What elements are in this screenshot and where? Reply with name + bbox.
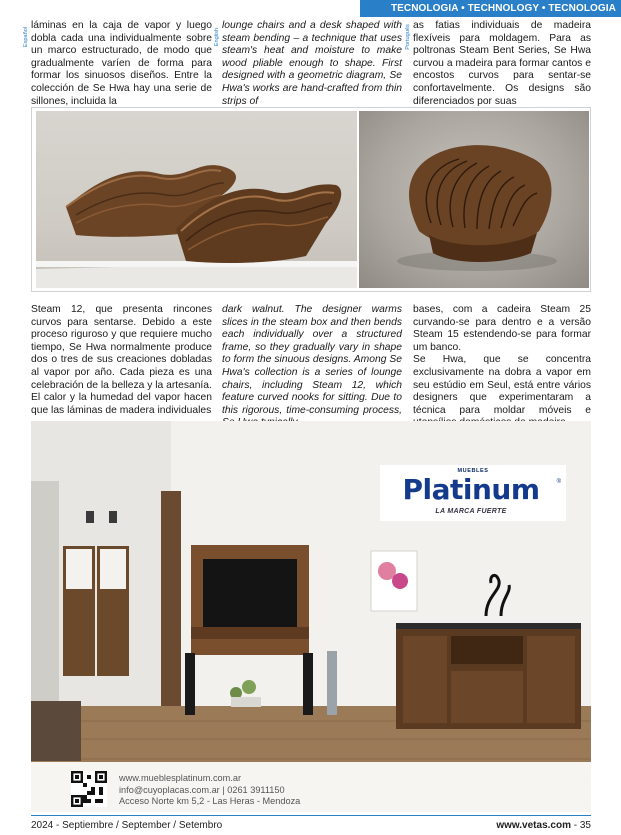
page-number: - 35 [570,820,591,831]
footer-rule [31,815,591,816]
ad-address: Acceso Norte km 5,2 - Las Heras - Mendoza [119,796,301,806]
qr-code-icon [71,771,107,807]
paragraph: Steam 12, que presenta rincones curvos para sentarse. Debido a este proceso riguroso y que requiere mucho tiempo, Se Hwa normalmente produce dos o tres de sus creaciones dobladas al vapor por año. Cada pieza es una celebración de la belleza y la artesanía. [31,304,212,391]
paragraph: dark walnut. The designer warms slices in the steam box and then bends each individually over a structured frame, so they gradually vary in shape to form the sinuous designs. Among Se Hwa's collection is a series of lounge chairs, including Steam 12, which feature curved nooks for sitting. Due to this rigorous, time-consuming process, [222,304,402,416]
column-english-top [222,20,402,108]
site-link[interactable]: www.vetas.com [496,820,571,831]
sculpture-illustration [36,111,357,288]
paragraph: as fatias individuais de madeira flexíveis para moldagem. Para as poltronas Steam Bent Series, Se Hwa curvou a madeira para formar cantos e encostos curvos para sentar-se confortavelmente. Os designs são diferenciados por suas [413,20,591,107]
page-footer-site [496,820,591,831]
paragraph: El calor y la humedad del vapor hacen que las láminas de madera individuales [31,392,212,416]
paragraph: láminas en la caja de vapor y luego dobla cada una individualmente sobre un marco estructurado, de modo que gradualmente varíen de forma para formar los sinuosos diseños. Entre la colección de Se Hwa hay una serie de sillones, incluida la [31,20,212,107]
article-photo-frame [31,107,591,292]
section-title: TECNOLOGIA • TECHNOLOGY • TECNOLOGIA [390,3,616,14]
paragraph: lounge chairs and a desk shaped with steam bending – a technique that uses steam's heat and moisture to make wood pliable enough to shape. First designed with a geometric diagram, Se Hwa's works are hand-crafted from thin strips of [222,20,402,107]
paragraph: Se Hwa, que se concentra exclusivamente na dobra a vapor em seu estúdio em Seul, está entre vários designers que experimentaram a técnica para moldar móveis e [413,354,591,416]
steam-chair-photo [359,111,589,288]
platinum-advertisement [31,421,591,812]
ad-contact: info@cuyoplacas.com.ar | 0261 3911150 [119,784,285,795]
column-portuguese-bottom [413,304,591,430]
column-portuguese-top [413,20,591,108]
registered-mark: ® [556,479,561,485]
brand-logo [380,465,566,521]
brand-small-label: MUEBLES [457,468,489,474]
column-spanish-bottom [31,304,212,417]
chair-illustration [359,111,589,288]
ad-contact-strip [31,762,591,812]
issue-date: 2024 - Septiembre / September / Setembro [31,820,223,831]
brand-tagline: LA MARCA FUERTE [435,508,507,515]
column-spanish-top [31,20,212,108]
ad-contact-lines [119,773,300,808]
ad-website[interactable]: www.mueblesplatinum.com.ar [119,773,242,783]
steam-bent-furniture-photo [36,111,357,288]
language-tag-spanish: Español [23,26,29,48]
section-header-bar [360,0,621,17]
brand-name: Platinum [402,473,540,506]
language-tag-english: English [214,27,220,47]
paragraph: bases, com a cadeira Steam 25 curvando-se para dentro e a versão Steam 15 estendendo-se para formar um banco. [413,304,591,353]
language-tag-portuguese: Português [405,24,411,50]
column-english-bottom [222,304,402,430]
